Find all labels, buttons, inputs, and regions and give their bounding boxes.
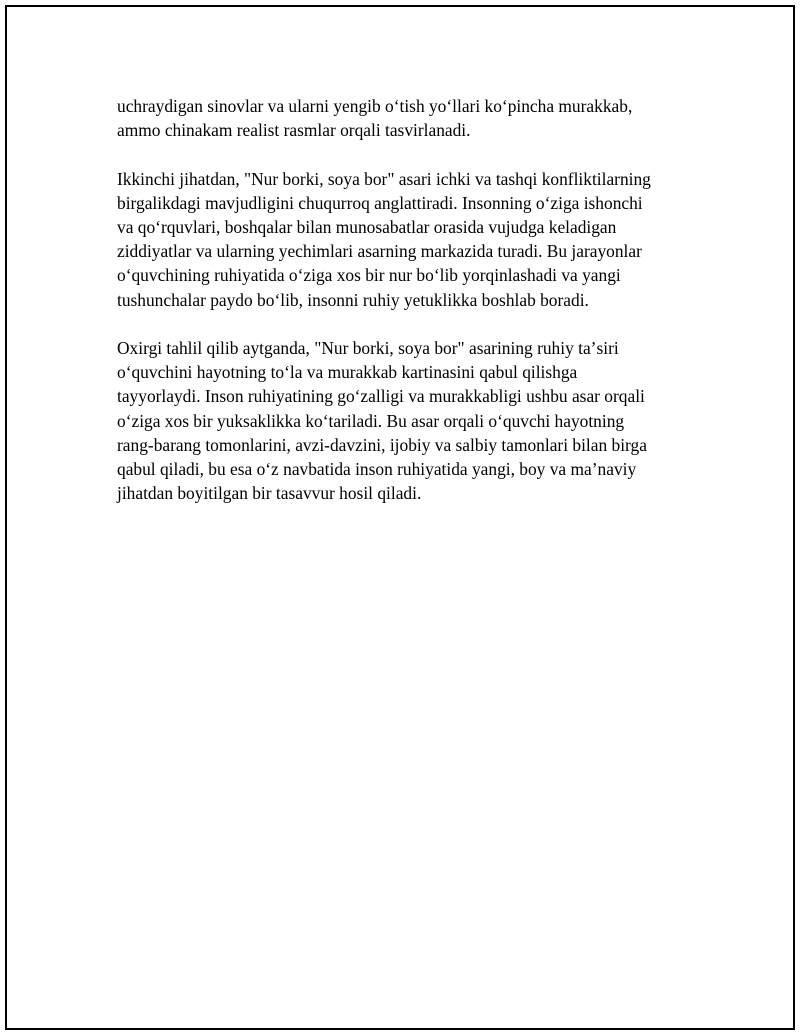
paragraph-1 [117,94,697,142]
paragraph-line: qabul qiladi, bu esa oʻz navbatida inson ruhiyatida yangi, boy va maʼnaviy [117,459,637,480]
paragraph-line: va qoʻrquvlari, boshqalar bilan munosabatlar orasida vujudga keladigan [117,217,617,237]
paragraph-line: oʻziga xos bir yuksaklikka koʻtariladi. Bu asar orqali oʻquvchi hayotning [117,410,625,431]
paragraph-line: Ikkinchi jihatdan, "Nur borki, soya bor" asari ichki va tashqi konfliktilarning [117,168,651,189]
paragraph-2 [117,167,697,312]
paragraph-line: oʻquvchining ruhiyatida oʻziga xos bir nur boʻlib yorqinlashadi va yangi [117,265,621,286]
paragraph-line: ziddiyatlar va ularning yechimlari asarning markazida turadi. Bu jarayonlar [117,241,642,262]
paragraph-line: ammo chinakam realist rasmlar orqali tasvirlanadi. [117,120,471,141]
document-body [117,94,697,530]
paragraph-line: uchraydigan sinovlar va ularni yengib oʻtish yoʻllari koʻpincha murakkab, [117,96,633,116]
paragraph-line: tushunchalar paydo boʻlib, insonni ruhiy yetuklikka boshlab boradi. [117,289,589,310]
paragraph-line: birgalikdagi mavjudligini chuqurroq anglattiradi. Insonning oʻziga ishonchi [117,192,643,213]
paragraph-line: rang-barang tomonlarini, avzi-davzini, ijobiy va salbiy tamonlari bilan birga [117,434,647,455]
paragraph-line: jihatdan boyitilgan bir tasavvur hosil qiladi. [117,483,422,504]
paragraph-line: Oxirgi tahlil qilib aytganda, "Nur borki, soya bor" asarining ruhiy taʼsiri [117,338,619,358]
document-page [5,5,795,1030]
paragraph-3 [117,336,697,505]
paragraph-line: oʻquvchini hayotning toʻla va murakkab kartinasini qabul qilishga [117,362,578,383]
paragraph-line: tayyorlaydi. Inson ruhiyatining goʻzalligi va murakkabligi ushbu asar orqali [117,386,645,407]
